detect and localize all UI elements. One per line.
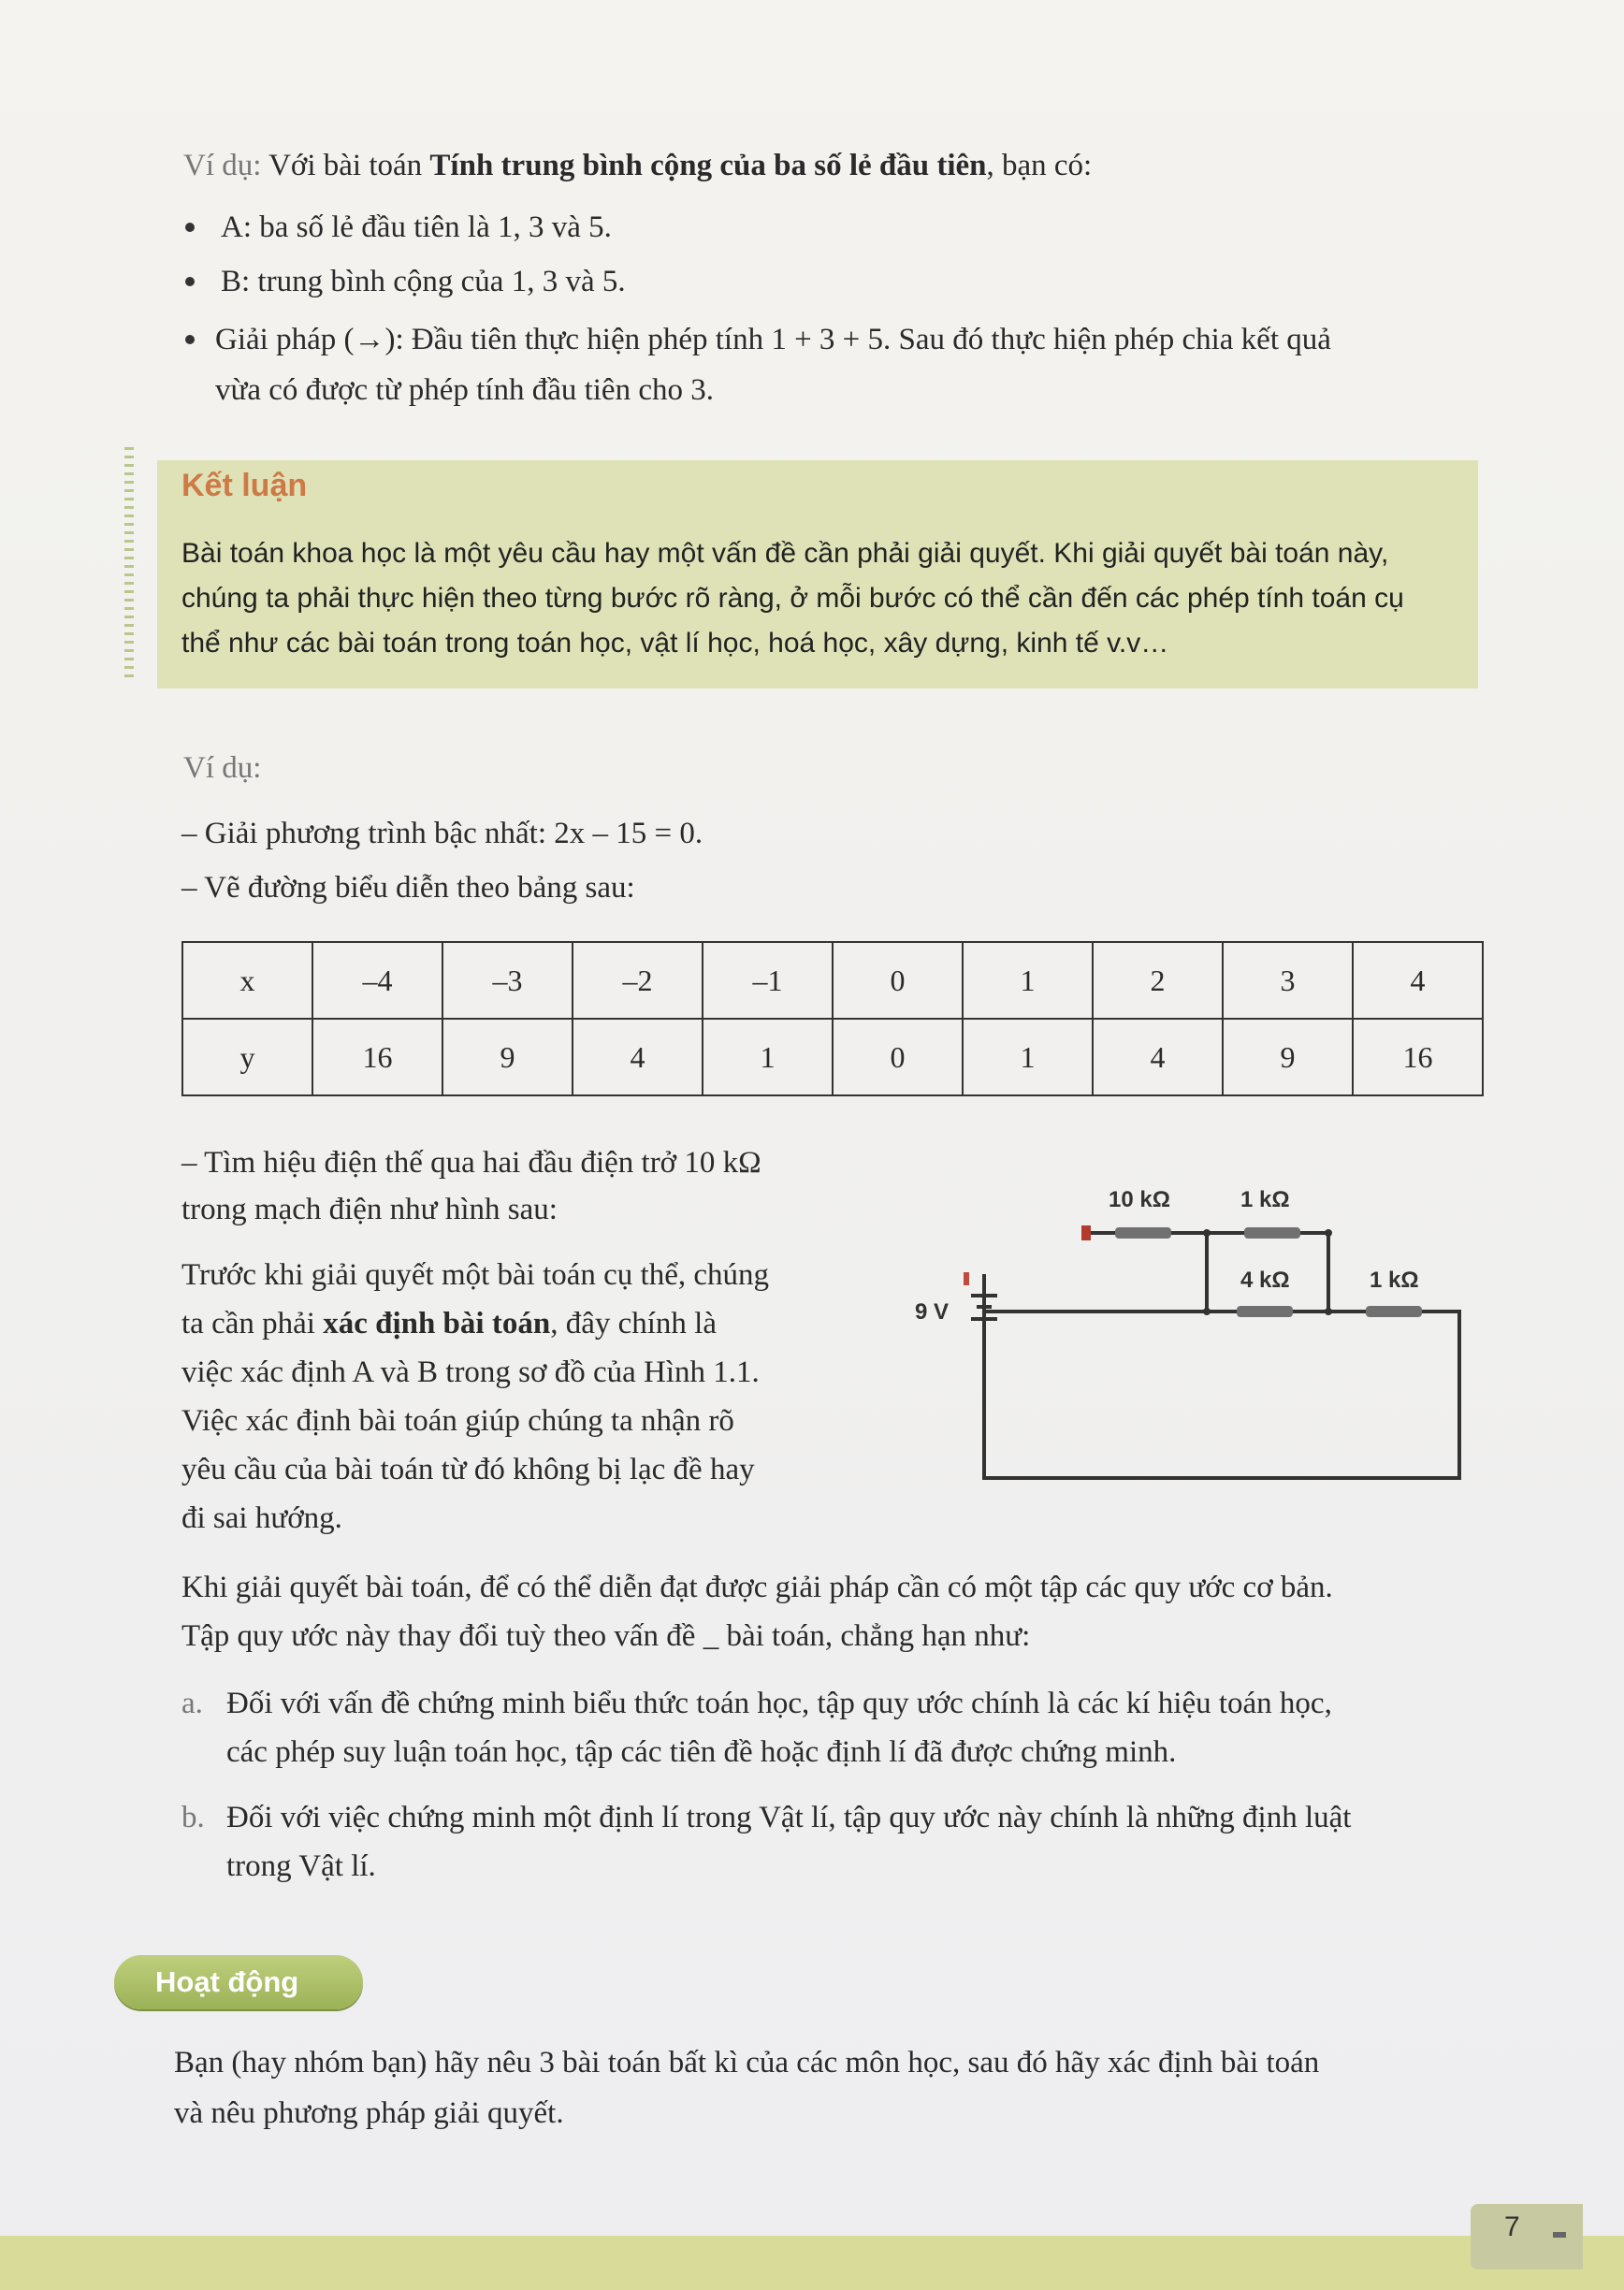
define-problem-text: , đây chính là bbox=[550, 1307, 717, 1341]
example-label: Ví dụ: bbox=[183, 149, 262, 182]
conclusion-text bbox=[181, 531, 1472, 666]
activity-line: Bạn (hay nhóm bạn) hãy nêu 3 bài toán bất kì của các môn học, sau đó hãy xác định bài toán bbox=[174, 2046, 1320, 2080]
table-cell: 3 bbox=[1223, 942, 1353, 1019]
battery-icon bbox=[964, 1272, 997, 1333]
table-cell: –1 bbox=[703, 942, 833, 1019]
table-cell: –3 bbox=[442, 942, 573, 1019]
table-cell: 4 bbox=[573, 1019, 703, 1095]
conclusion-title: Kết luận bbox=[181, 468, 308, 503]
page-number: 7 bbox=[1504, 2211, 1520, 2242]
define-problem-line: việc xác định A và B trong sơ đồ của Hình 1.1. bbox=[181, 1355, 760, 1389]
bullet-dot bbox=[185, 223, 195, 232]
table-cell: 16 bbox=[1353, 1019, 1483, 1095]
activity-line: và nêu phương pháp giải quyết. bbox=[174, 2096, 564, 2130]
footer-band bbox=[0, 2236, 1624, 2290]
example2-label: Ví dụ: bbox=[183, 751, 262, 785]
table-cell: 9 bbox=[1223, 1019, 1353, 1095]
source-label: 9 V bbox=[915, 1299, 950, 1325]
conclusion-line: chúng ta phải thực hiện theo từng bước rõ ràng, ở mỗi bước có thể cần đến các phép tính toán cụ bbox=[181, 583, 1404, 614]
example1-lead-bold: Tính trung bình cộng của ba số lẻ đầu tiên bbox=[429, 149, 987, 182]
list-marker-b: b. bbox=[181, 1801, 205, 1834]
page-number-tab bbox=[1471, 2204, 1583, 2269]
list-marker-a: a. bbox=[181, 1687, 203, 1720]
bullet-item-solution: Giải pháp (→): Đầu tiên thực hiện phép tính 1 + 3 + 5. Sau đó thực hiện phép chia kết quả bbox=[215, 323, 1331, 356]
activity-badge: Hoạt động bbox=[114, 1955, 363, 2009]
table-cell: 2 bbox=[1093, 942, 1223, 1019]
table-cell: 0 bbox=[833, 1019, 963, 1095]
convention-a-line: Đối với vấn đề chứng minh biểu thức toán học, tập quy ước chính là các kí hiệu toán học, bbox=[226, 1687, 1332, 1720]
table-cell: y bbox=[182, 1019, 312, 1095]
define-problem-line bbox=[181, 1300, 717, 1347]
table-cell: 16 bbox=[312, 1019, 442, 1095]
circuit-question-line2: trong mạch điện như hình sau: bbox=[181, 1193, 558, 1226]
table-cell: 1 bbox=[703, 1019, 833, 1095]
resistor-1k-right bbox=[1366, 1306, 1422, 1317]
table-cell: 0 bbox=[833, 942, 963, 1019]
table-cell: 1 bbox=[963, 1019, 1093, 1095]
bullet-item-solution-cont: vừa có được từ phép tính đầu tiên cho 3. bbox=[215, 373, 714, 407]
resistor-4k bbox=[1237, 1306, 1293, 1317]
resistor-10k bbox=[1115, 1227, 1171, 1239]
convention-b-line: Đối với việc chứng minh một định lí trong Vật lí, tập quy ước này chính là những định luật bbox=[226, 1801, 1352, 1834]
conclusion-line: Bài toán khoa học là một yêu cầu hay một vấn đề cần phải giải quyết. Khi giải quyết bài toán này, bbox=[181, 538, 1389, 569]
table-cell: 9 bbox=[442, 1019, 573, 1095]
define-problem-line: đi sai hướng. bbox=[181, 1501, 342, 1535]
table-cell: 1 bbox=[963, 942, 1093, 1019]
table-cell: 4 bbox=[1353, 942, 1483, 1019]
example2-item-graph: – Vẽ đường biểu diễn theo bảng sau: bbox=[181, 871, 635, 905]
table-cell: –2 bbox=[573, 942, 703, 1019]
table-cell: x bbox=[182, 942, 312, 1019]
example1-lead bbox=[183, 142, 1092, 189]
bullet-item-b: B: trung bình cộng của 1, 3 và 5. bbox=[221, 265, 626, 298]
table-cell: 4 bbox=[1093, 1019, 1223, 1095]
bullet-dot bbox=[185, 277, 195, 286]
conventions-line: Khi giải quyết bài toán, để có thể diễn đạt được giải pháp cần có một tập các quy ước cơ bản. bbox=[181, 1571, 1333, 1604]
example2-item-equation: – Giải phương trình bậc nhất: 2x – 15 = 0. bbox=[181, 817, 703, 850]
conclusion-decoration bbox=[124, 447, 134, 681]
convention-b-line: trong Vật lí. bbox=[226, 1849, 376, 1883]
resistor-1k-top bbox=[1244, 1227, 1300, 1239]
page-mark bbox=[1553, 2232, 1566, 2238]
resistor-label-1k-right: 1 kΩ bbox=[1370, 1268, 1419, 1293]
circuit-question-line1: – Tìm hiệu điện thế qua hai đầu điện trở 10 kΩ bbox=[181, 1146, 761, 1180]
example1-lead-text: Với bài toán bbox=[261, 149, 430, 182]
define-problem-bold: xác định bài toán bbox=[323, 1307, 551, 1341]
table-row-y bbox=[182, 1019, 1483, 1095]
define-problem-line: Trước khi giải quyết một bài toán cụ thể, chúng bbox=[181, 1258, 770, 1292]
xy-table bbox=[181, 941, 1484, 1096]
conventions-line: Tập quy ước này thay đổi tuỳ theo vấn đề _ bài toán, chẳng hạn như: bbox=[181, 1619, 1031, 1653]
circuit-diagram bbox=[898, 1169, 1478, 1487]
example1-lead-end: , bạn có: bbox=[986, 149, 1093, 182]
resistor-label-10k: 10 kΩ bbox=[1109, 1187, 1170, 1212]
define-problem-line: Việc xác định bài toán giúp chúng ta nhận rõ bbox=[181, 1404, 734, 1438]
define-problem-text: ta cần phải bbox=[181, 1307, 324, 1341]
convention-a-line: các phép suy luận toán học, tập các tiên đề hoặc định lí đã được chứng minh. bbox=[226, 1735, 1177, 1769]
table-cell: –4 bbox=[312, 942, 442, 1019]
resistor-label-1k-top: 1 kΩ bbox=[1240, 1187, 1290, 1212]
define-problem-line: yêu cầu của bài toán từ đó không bị lạc đề hay bbox=[181, 1453, 755, 1486]
table-row-x bbox=[182, 942, 1483, 1019]
bullet-dot bbox=[185, 335, 195, 344]
conclusion-line: thể như các bài toán trong toán học, vật lí học, hoá học, xây dựng, kinh tế v.v… bbox=[181, 628, 1169, 659]
resistor-label-4k: 4 kΩ bbox=[1240, 1268, 1290, 1293]
bullet-item-a: A: ba số lẻ đầu tiên là 1, 3 và 5. bbox=[221, 210, 612, 244]
